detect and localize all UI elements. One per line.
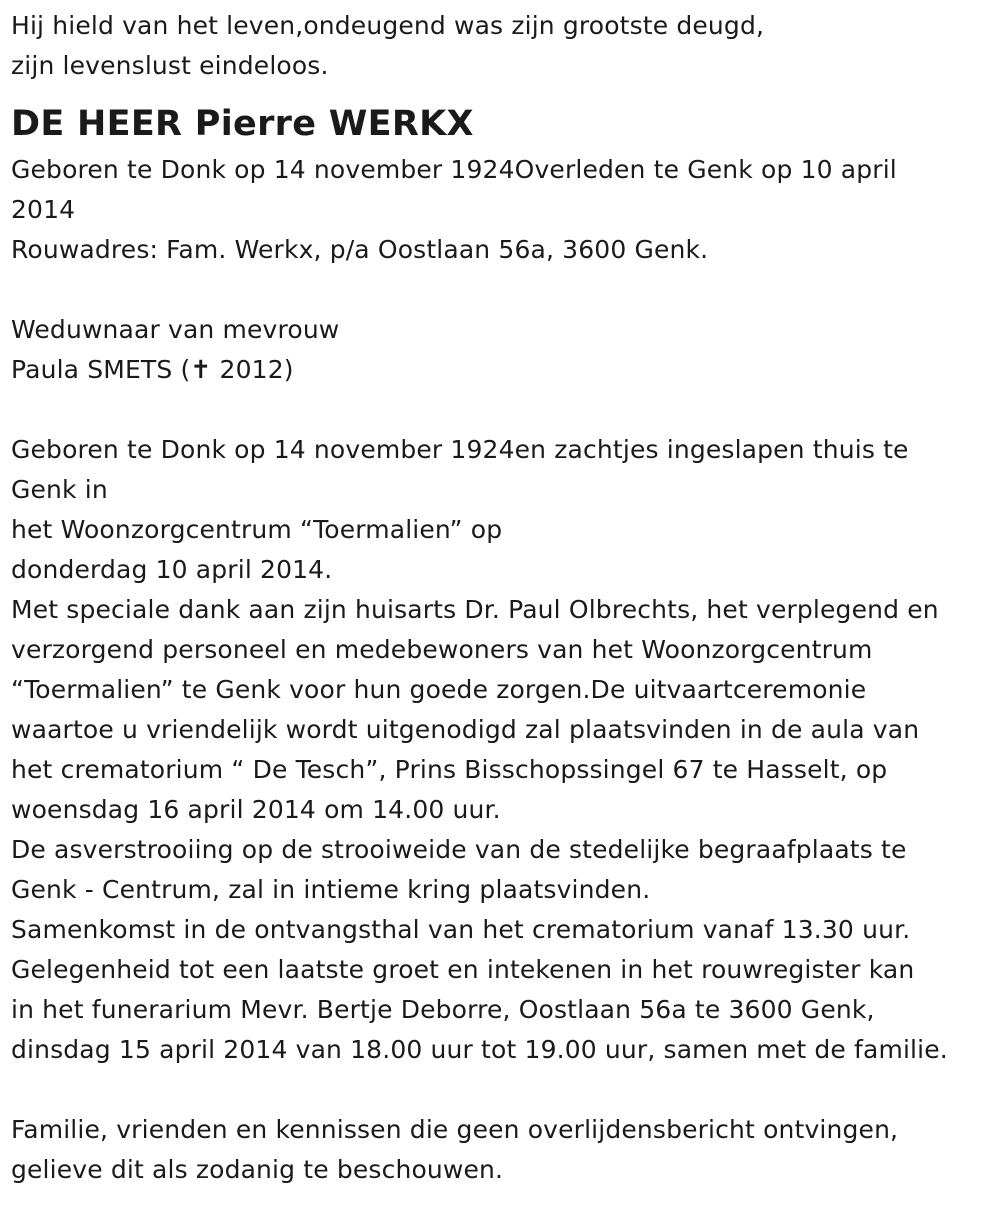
announcement-body [11, 430, 988, 1070]
body-line: waartoe u vriendelijk wordt uitgenodigd zal plaatsvinden in de aula van [11, 715, 920, 744]
body-line: het crematorium “ De Tesch”, Prins Bisschopssingel 67 te Hasselt, op [11, 755, 888, 784]
body-line: Gelegenheid tot een laatste groet en intekenen in het rouwregister kan [11, 955, 915, 984]
spacer [11, 270, 988, 310]
body-line: Genk - Centrum, zal in intieme kring plaatsvinden. [11, 875, 651, 904]
spacer [11, 390, 988, 430]
body-line: in het funerarium Mevr. Bertje Deborre, Oostlaan 56a te 3600 Genk, [11, 995, 875, 1024]
mourning-address: Rouwadres: Fam. Werkx, p/a Oostlaan 56a, 3600 Genk. [11, 235, 709, 264]
body-line: donderdag 10 april 2014. [11, 555, 333, 584]
intro-line-2: zijn levenslust eindeloos. [11, 51, 329, 80]
widower-line-1: Weduwnaar van mevrouw [11, 315, 340, 344]
closing-line-2: gelieve dit als zodanig te beschouwen. [11, 1155, 504, 1184]
body-line: “Toermalien” te Genk voor hun goede zorgen.De uitvaartceremonie [11, 675, 867, 704]
spacer [11, 1070, 988, 1110]
body-line: Met speciale dank aan zijn huisarts Dr. Paul Olbrechts, het verplegend en [11, 595, 939, 624]
born-died-line-2: 2014 [11, 195, 76, 224]
body-line: dinsdag 15 april 2014 van 18.00 uur tot 19.00 uur, samen met de familie. [11, 1035, 948, 1064]
intro-line-1: Hij hield van het leven,ondeugend was zijn grootste deugd, [11, 11, 765, 40]
body-line: Geboren te Donk op 14 november 1924en zachtjes ingeslapen thuis te [11, 435, 909, 464]
body-line: het Woonzorgcentrum “Toermalien” op [11, 515, 503, 544]
deceased-name-heading: DE HEER Pierre WERKX [11, 104, 474, 144]
body-line: Genk in [11, 475, 108, 504]
born-died-line-1: Geboren te Donk op 14 november 1924Overleden te Genk op 10 april [11, 155, 897, 184]
body-line: De asverstrooiing op de strooiweide van de stedelijke begraafplaats te [11, 835, 907, 864]
widower-line-2: Paula SMETS (✝ 2012) [11, 355, 294, 384]
body-line: woensdag 16 april 2014 om 14.00 uur. [11, 795, 501, 824]
body-line: Samenkomst in de ontvangsthal van het crematorium vanaf 13.30 uur. [11, 915, 911, 944]
body-line: verzorgend personeel en medebewoners van het Woonzorgcentrum [11, 635, 873, 664]
closing-line-1: Familie, vrienden en kennissen die geen overlijdensbericht ontvingen, [11, 1115, 899, 1144]
